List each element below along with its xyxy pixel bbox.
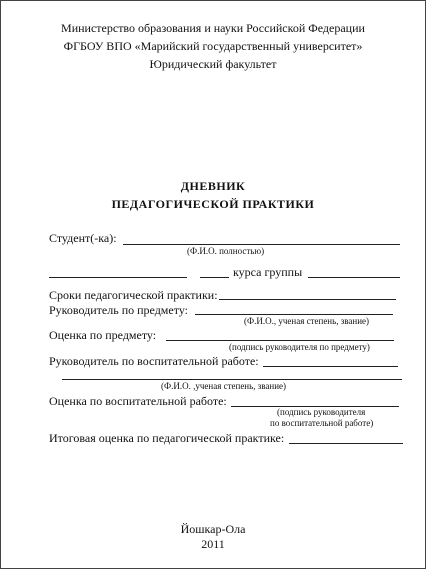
- edu-grade-label: Оценка по воспитательной работе:: [49, 394, 227, 408]
- subject-supervisor-label: Руководитель по предмету:: [49, 303, 188, 317]
- student-name-field[interactable]: [123, 244, 400, 245]
- edu-supervisor-field-continued[interactable]: [62, 379, 402, 380]
- faculty-name: Юридический факультет: [149, 57, 277, 71]
- subject-grade-label: Оценка по предмету:: [49, 328, 157, 342]
- edu-supervisor-field[interactable]: [263, 366, 398, 367]
- subject-supervisor-caption: (Ф.И.О., ученая степень, звание): [244, 316, 370, 326]
- edu-grade-caption-line1: (подпись руководителя: [277, 407, 366, 417]
- student-caption: (Ф.И.О. полностью): [187, 246, 265, 256]
- edu-supervisor-label: Руководитель по воспитательной работе:: [49, 354, 259, 368]
- course-field[interactable]: [200, 277, 229, 278]
- year: 2011: [201, 537, 225, 551]
- ministry-name: Министерство образования и науки Российской Федерации: [61, 21, 365, 35]
- practice-dates-field[interactable]: [219, 299, 396, 300]
- student-label: Студент(-ка):: [49, 231, 117, 245]
- group-field[interactable]: [308, 277, 400, 278]
- document-title: ДНЕВНИК: [180, 179, 246, 193]
- subject-supervisor-field[interactable]: [195, 314, 393, 315]
- edu-supervisor-caption: (Ф.И.О. ,ученая степень, звание): [161, 381, 287, 391]
- document-subtitle: ПЕДАГОГИЧЕСКОЙ ПРАКТИКИ: [111, 197, 315, 211]
- final-grade-field[interactable]: [289, 443, 403, 444]
- university-name: ФГБОУ ВПО «Марийский государственный университет»: [63, 39, 363, 53]
- city-name: Йошкар-Ола: [180, 522, 246, 536]
- final-grade-label: Итоговая оценка по педагогической практике:: [49, 431, 285, 445]
- course-group-label: курса группы: [233, 265, 303, 279]
- subject-grade-caption: (подпись руководителя по предмету): [229, 342, 370, 352]
- edu-grade-caption-line2: по воспитательной работе): [270, 418, 374, 428]
- subject-grade-field[interactable]: [166, 340, 394, 341]
- practice-dates-label: Сроки педагогической практики:: [49, 288, 218, 302]
- course-number-field[interactable]: [49, 277, 187, 278]
